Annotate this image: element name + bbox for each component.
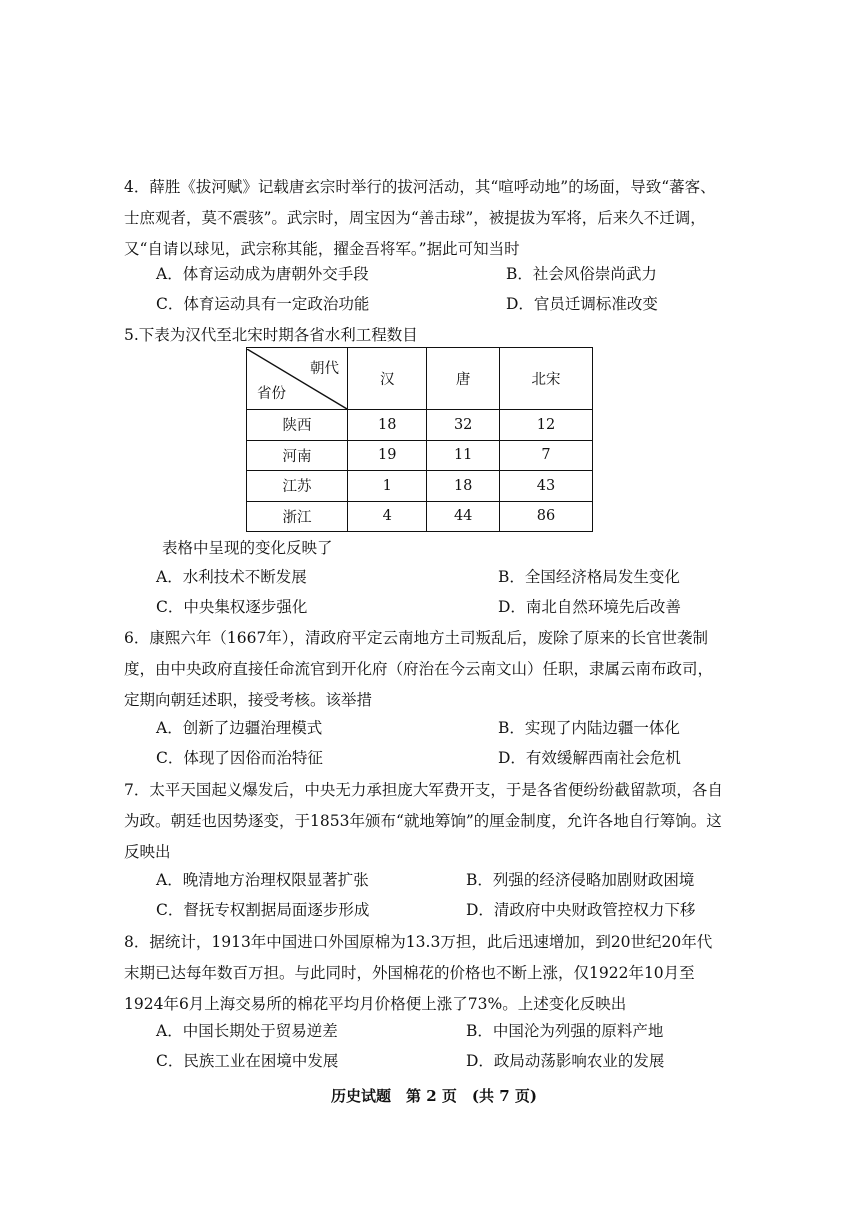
value-cell: 43 bbox=[499, 471, 592, 502]
header-cell: 北宋 bbox=[499, 348, 592, 410]
province-cell: 江苏 bbox=[247, 471, 348, 502]
question-6-option-a: A．创新了边疆治理模式 bbox=[156, 719, 323, 737]
question-8-option-b: B．中国沦为列强的原料产地 bbox=[466, 1022, 664, 1040]
question-8-option-c: C．民族工业在困境中发展 bbox=[156, 1052, 339, 1070]
question-8-option-d: D．政局动荡影响农业的发展 bbox=[466, 1052, 665, 1070]
question-6-option-b: B．实现了内陆边疆一体化 bbox=[498, 719, 680, 737]
question-5-option-c: C．中央集权逐步强化 bbox=[156, 598, 308, 616]
table-row bbox=[247, 440, 593, 471]
value-cell: 32 bbox=[427, 410, 500, 441]
water-projects-table bbox=[246, 347, 593, 532]
question-4-option-b: B．社会风俗崇尚武力 bbox=[506, 265, 657, 283]
value-cell: 11 bbox=[427, 440, 500, 471]
question-7-stem: 7．太平天国起义爆发后，中央无力承担庞大军费开支，于是各省便纷纷截留款项，各自为政。朝廷也因势逐变，于1853年颁布“就地筹饷”的厘金制度，允许各地自行筹饷。这反映出 bbox=[124, 781, 723, 861]
header-cell: 汉 bbox=[348, 348, 427, 410]
table-row bbox=[247, 471, 593, 502]
province-cell: 浙江 bbox=[247, 501, 348, 532]
page-footer: 历史试题 第 2 页 (共 7 页) bbox=[331, 1087, 537, 1105]
province-cell: 陕西 bbox=[247, 410, 348, 441]
question-4-option-a: A．体育运动成为唐朝外交手段 bbox=[156, 265, 369, 283]
question-6-stem: 6．康熙六年（1667年），清政府平定云南地方土司叛乱后，废除了原来的长官世袭制度，由中央政府直接任命流官到开化府（府治在今云南文山）任职，隶属云南布政司，定期向朝廷述职，接受考核。该举措 bbox=[124, 629, 714, 709]
value-cell: 1 bbox=[348, 471, 427, 502]
question-4-option-c: C．体育运动具有一定政治功能 bbox=[156, 295, 370, 313]
question-7-option-d: D．清政府中央财政管控权力下移 bbox=[466, 901, 696, 919]
value-cell: 86 bbox=[499, 501, 592, 532]
question-8-stem: 8．据统计，1913年中国进口外国原棉为13.3万担，此后迅速增加，到20世纪20年代末期已达每年数百万担。与此同时，外国棉花的价格也不断上涨，仅1922年10月至1924年6月上海交易所的棉花平均月价格便上涨了73%。上述变化反映出 bbox=[124, 933, 713, 1013]
value-cell: 19 bbox=[348, 440, 427, 471]
table-row bbox=[247, 501, 593, 532]
value-cell: 18 bbox=[348, 410, 427, 441]
question-5-stem: 5.下表为汉代至北宋时期各省水利工程数目 bbox=[124, 326, 418, 344]
value-cell: 12 bbox=[499, 410, 592, 441]
question-5-option-b: B．全国经济格局发生变化 bbox=[498, 568, 680, 586]
question-7-option-b: B．列强的经济侵略加剧财政困境 bbox=[466, 871, 695, 889]
question-6-option-c: C．体现了因俗而治特征 bbox=[156, 749, 323, 767]
value-cell: 44 bbox=[427, 501, 500, 532]
question-8-option-a: A．中国长期处于贸易逆差 bbox=[156, 1022, 338, 1040]
question-7-option-c: C．督抚专权割据局面逐步形成 bbox=[156, 901, 370, 919]
value-cell: 18 bbox=[427, 471, 500, 502]
value-cell: 4 bbox=[348, 501, 427, 532]
question-4-option-d: D．官员迁调标准改变 bbox=[506, 295, 658, 313]
table-row bbox=[247, 410, 593, 441]
question-5-followup: 表格中呈现的变化反映了 bbox=[162, 539, 333, 557]
question-4-stem: 4．薛胜《拔河赋》记载唐玄宗时举行的拔河活动，其“喧呼动地”的场面，导致“蕃客、士庶观者，莫不震骇”。武宗时，周宝因为“善击球”，被提拔为军将，后来久不迁调，又“自请以球见，武宗称其能，擢金吾将军。”据此可知当时 bbox=[124, 178, 716, 258]
province-cell: 河南 bbox=[247, 440, 348, 471]
question-7-option-a: A．晚清地方治理权限显著扩张 bbox=[156, 871, 369, 889]
value-cell: 7 bbox=[499, 440, 592, 471]
question-5-option-d: D．南北自然环境先后改善 bbox=[498, 598, 681, 616]
header-cell: 唐 bbox=[427, 348, 500, 410]
corner-label-province: 省份 bbox=[257, 385, 286, 402]
table-corner-cell bbox=[247, 348, 348, 410]
question-5-option-a: A．水利技术不断发展 bbox=[156, 568, 307, 586]
corner-label-dynasty: 朝代 bbox=[310, 360, 339, 377]
question-6-option-d: D．有效缓解西南社会危机 bbox=[498, 749, 681, 767]
